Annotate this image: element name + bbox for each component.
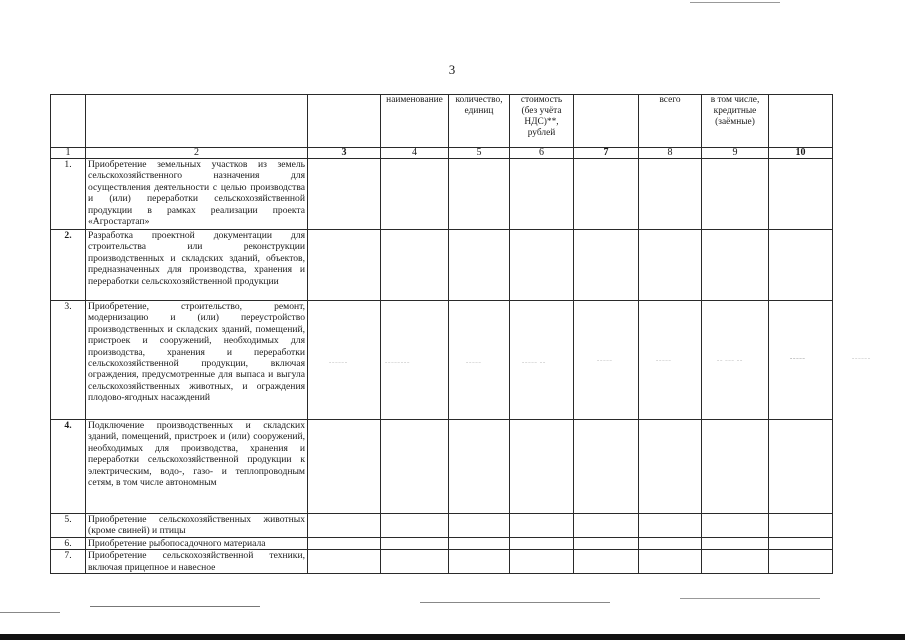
column-number: 6 bbox=[510, 148, 574, 159]
header-cell-3 bbox=[308, 95, 381, 148]
empty-cell bbox=[381, 420, 449, 514]
empty-cell bbox=[449, 159, 510, 230]
header-cell-7 bbox=[574, 95, 639, 148]
table-row bbox=[51, 550, 833, 574]
column-number: 7 bbox=[574, 148, 639, 159]
column-number: 9 bbox=[702, 148, 769, 159]
column-number: 1 bbox=[51, 148, 86, 159]
empty-cell bbox=[702, 550, 769, 574]
empty-cell bbox=[308, 230, 381, 301]
scan-bottom-edge bbox=[0, 634, 905, 640]
table-row bbox=[51, 538, 833, 550]
scan-artifact-bottom bbox=[0, 612, 60, 613]
table-header-row bbox=[51, 95, 833, 148]
empty-cell bbox=[308, 420, 381, 514]
column-number: 5 bbox=[449, 148, 510, 159]
empty-cell bbox=[510, 159, 574, 230]
table-row bbox=[51, 159, 833, 230]
empty-cell bbox=[510, 420, 574, 514]
empty-cell bbox=[702, 230, 769, 301]
empty-cell bbox=[510, 514, 574, 538]
row-description: Приобретение сельскохозяйственных животных (кроме свиней) и птицы bbox=[86, 514, 308, 538]
empty-cell bbox=[449, 550, 510, 574]
column-number: 8 bbox=[639, 148, 702, 159]
column-numbers-row bbox=[51, 148, 833, 159]
column-number: 2 bbox=[86, 148, 308, 159]
row-number: 1. bbox=[51, 159, 86, 230]
row-number: 7. bbox=[51, 550, 86, 574]
empty-cell bbox=[449, 420, 510, 514]
empty-cell bbox=[639, 159, 702, 230]
header-cell-1 bbox=[51, 95, 86, 148]
empty-cell bbox=[574, 420, 639, 514]
empty-cell bbox=[574, 230, 639, 301]
scan-artifact-bottom bbox=[680, 598, 820, 599]
row-number: 2. bbox=[51, 230, 86, 301]
row-description: Приобретение рыбопосадочного материала bbox=[86, 538, 308, 550]
row-number: 4. bbox=[51, 420, 86, 514]
empty-cell bbox=[639, 550, 702, 574]
empty-cell bbox=[574, 538, 639, 550]
empty-cell bbox=[702, 420, 769, 514]
empty-cell bbox=[510, 538, 574, 550]
header-cell-2 bbox=[86, 95, 308, 148]
scan-noise: ~~~~~~ bbox=[852, 356, 871, 361]
table-row bbox=[51, 301, 833, 420]
expense-plan-table bbox=[50, 94, 833, 574]
scan-noise: ~~~~~ ~~ bbox=[522, 360, 547, 365]
empty-cell bbox=[381, 538, 449, 550]
row-description: Приобретение сельскохозяйственной техники, включая прицепное и навесное bbox=[86, 550, 308, 574]
empty-cell bbox=[769, 420, 833, 514]
empty-cell bbox=[639, 230, 702, 301]
row-description: Подключение производственных и складских зданий, помещений, пристроек и (или) сооружений, необходимых для производства, хранения и переработки сельскохозяйственной продукции к электрическим, водо-, газо- и теплопроводным сетям, в том числе автономным bbox=[86, 420, 308, 514]
scan-artifact-bottom bbox=[420, 602, 610, 603]
empty-cell bbox=[381, 514, 449, 538]
header-name: наименование bbox=[381, 95, 449, 148]
header-total: всего bbox=[639, 95, 702, 148]
header-credit: в том числе, кредитные (заёмные) bbox=[702, 95, 769, 148]
row-description: Приобретение, строительство, ремонт, модернизацию и (или) переустройство производственных и складских зданий, помещений, пристроек и сооружений, необходимых для производства, хранения и переработки сельскохозяйственной продукции, включая ограждения, предусмотренные для выпаса и выгула сельскохозяйственных животных, и ограждения плодово-ягодных насаждений bbox=[86, 301, 308, 420]
empty-cell bbox=[702, 159, 769, 230]
empty-cell bbox=[574, 514, 639, 538]
scan-noise: ~~~~~ bbox=[656, 358, 672, 363]
row-description: Разработка проектной документации для строительства или реконструкции производственных и складских зданий, объектов, предназначенных для производства, хранения и переработки сельскохозяйственной продукции bbox=[86, 230, 308, 301]
empty-cell bbox=[639, 420, 702, 514]
scan-noise: ~~~~~~~~ bbox=[385, 360, 411, 365]
empty-cell bbox=[381, 550, 449, 574]
table-row bbox=[51, 420, 833, 514]
page-number: 3 bbox=[448, 62, 456, 77]
column-number: 4 bbox=[381, 148, 449, 159]
empty-cell bbox=[769, 538, 833, 550]
empty-cell bbox=[769, 159, 833, 230]
table-row bbox=[51, 230, 833, 301]
empty-cell bbox=[449, 514, 510, 538]
header-cost: стоимость (без учёта НДС)**, рублей bbox=[510, 95, 574, 148]
scan-noise: ~~~~~ bbox=[466, 360, 482, 365]
empty-cell bbox=[769, 514, 833, 538]
empty-cell bbox=[308, 550, 381, 574]
scan-noise: ~~~~~ bbox=[790, 356, 806, 361]
header-quantity: количество, единиц bbox=[449, 95, 510, 148]
header-cell-10 bbox=[769, 95, 833, 148]
empty-cell bbox=[510, 550, 574, 574]
scan-noise: ~~ ~~~ ~~ bbox=[717, 358, 744, 363]
empty-cell bbox=[574, 550, 639, 574]
scan-noise: ~~~~~ bbox=[597, 358, 613, 363]
empty-cell bbox=[639, 514, 702, 538]
row-number: 3. bbox=[51, 301, 86, 420]
empty-cell bbox=[381, 230, 449, 301]
empty-cell bbox=[308, 514, 381, 538]
empty-cell bbox=[702, 538, 769, 550]
empty-cell bbox=[381, 159, 449, 230]
column-number: 3 bbox=[308, 148, 381, 159]
scan-artifact-bottom bbox=[90, 606, 260, 607]
empty-cell bbox=[510, 230, 574, 301]
row-number: 6. bbox=[51, 538, 86, 550]
row-number: 5. bbox=[51, 514, 86, 538]
empty-cell bbox=[308, 538, 381, 550]
empty-cell bbox=[769, 230, 833, 301]
scan-artifact-top bbox=[690, 2, 780, 3]
empty-cell bbox=[449, 538, 510, 550]
empty-cell bbox=[702, 514, 769, 538]
row-description: Приобретение земельных участков из земель сельскохозяйственного назначения для осуществления деятельности с целью производства и (или) переработки сельскохозяйственной продукции в рамках реализации проекта «Агростартап» bbox=[86, 159, 308, 230]
empty-cell bbox=[308, 159, 381, 230]
empty-cell bbox=[574, 159, 639, 230]
empty-cell bbox=[769, 550, 833, 574]
column-number: 10 bbox=[769, 148, 833, 159]
table-row bbox=[51, 514, 833, 538]
empty-cell bbox=[639, 538, 702, 550]
scan-noise: ~~~~~~ bbox=[329, 360, 348, 365]
empty-cell bbox=[449, 230, 510, 301]
